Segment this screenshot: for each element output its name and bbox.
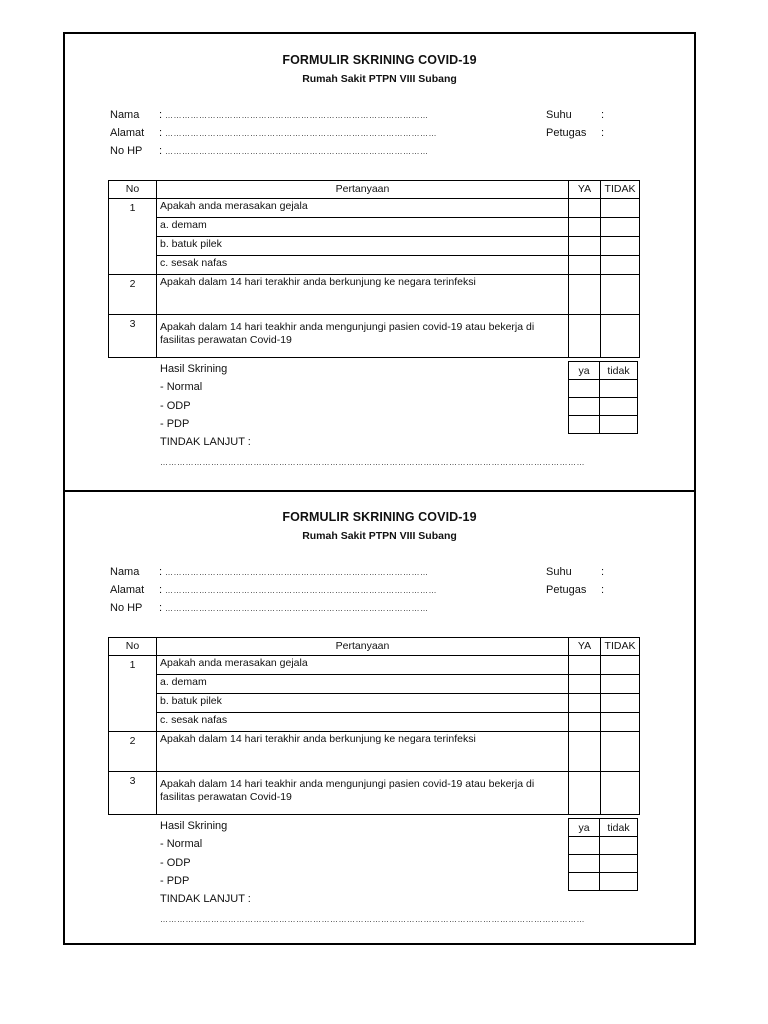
question-number: 2 bbox=[109, 275, 157, 315]
question-text: Apakah dalam 14 hari terakhir anda berkunjung ke negara terinfeksi bbox=[157, 275, 569, 315]
sub-question-text: a. demam bbox=[157, 218, 569, 237]
result-ya-cell[interactable] bbox=[569, 837, 600, 855]
table-row bbox=[109, 675, 640, 694]
question-text: Apakah dalam 14 hari teakhir anda mengunjungi pasien covid-19 atau bekerja di fasilitas perawatan Covid-19 bbox=[157, 772, 569, 815]
table-header-row bbox=[109, 638, 640, 656]
answer-ya-cell[interactable] bbox=[569, 713, 601, 732]
table-row bbox=[569, 837, 638, 855]
field-label: Suhu bbox=[546, 109, 572, 121]
field-colon: : bbox=[159, 566, 163, 578]
sub-question-text: b. batuk pilek bbox=[157, 694, 569, 713]
field-label: Petugas bbox=[546, 584, 587, 596]
result-tidak-cell[interactable] bbox=[600, 855, 638, 873]
field-dotted-line: …………………………………………………………………………………… bbox=[165, 586, 437, 595]
field-colon: : bbox=[159, 584, 163, 596]
answer-tidak-cell[interactable] bbox=[601, 275, 640, 315]
answer-ya-cell[interactable] bbox=[569, 275, 601, 315]
result-tidak-cell[interactable] bbox=[600, 873, 638, 891]
result-header-tidak: tidak bbox=[600, 362, 638, 380]
form-subtitle: Rumah Sakit PTPN VIII Subang bbox=[302, 530, 457, 542]
screening-form-2 bbox=[65, 491, 694, 948]
answer-ya-cell[interactable] bbox=[569, 772, 601, 815]
table-row bbox=[109, 256, 640, 275]
column-header-tidak: TIDAK bbox=[601, 181, 640, 199]
column-header-tidak: TIDAK bbox=[601, 638, 640, 656]
question-table bbox=[108, 637, 640, 815]
result-header-tidak: tidak bbox=[600, 819, 638, 837]
result-tidak-cell[interactable] bbox=[600, 837, 638, 855]
sub-question-text: c. sesak nafas bbox=[157, 256, 569, 275]
field-label: Suhu bbox=[546, 566, 572, 578]
table-row bbox=[109, 656, 640, 675]
tindak-lanjut-label: TINDAK LANJUT : bbox=[160, 893, 251, 905]
field-label: No HP bbox=[110, 145, 143, 157]
table-row bbox=[569, 398, 638, 416]
answer-ya-cell[interactable] bbox=[569, 694, 601, 713]
answer-tidak-cell[interactable] bbox=[601, 732, 640, 772]
hasil-skrining-heading: Hasil Skrining bbox=[160, 363, 228, 375]
question-number: 2 bbox=[109, 732, 157, 772]
tindak-lanjut-dotted-line[interactable]: …………………………………………………………………………………………………………………………………… bbox=[160, 915, 585, 924]
tindak-lanjut-label: TINDAK LANJUT : bbox=[160, 436, 251, 448]
form-title: FORMULIR SKRINING COVID-19 bbox=[282, 510, 477, 524]
answer-ya-cell[interactable] bbox=[569, 237, 601, 256]
sub-question-text: c. sesak nafas bbox=[157, 713, 569, 732]
table-row bbox=[109, 199, 640, 218]
table-row bbox=[109, 275, 640, 315]
question-number: 3 bbox=[109, 772, 157, 815]
field-label: Nama bbox=[110, 109, 140, 121]
answer-tidak-cell[interactable] bbox=[601, 237, 640, 256]
field-label: Nama bbox=[110, 566, 140, 578]
table-row bbox=[109, 694, 640, 713]
table-header-row bbox=[109, 181, 640, 199]
answer-ya-cell[interactable] bbox=[569, 315, 601, 358]
answer-ya-cell[interactable] bbox=[569, 218, 601, 237]
result-table bbox=[568, 818, 638, 891]
answer-ya-cell[interactable] bbox=[569, 656, 601, 675]
answer-tidak-cell[interactable] bbox=[601, 218, 640, 237]
field-dotted-line: ………………………………………………………………………………… bbox=[165, 604, 429, 613]
answer-tidak-cell[interactable] bbox=[601, 772, 640, 815]
sub-question-text: b. batuk pilek bbox=[157, 237, 569, 256]
field-dotted-line: ………………………………………………………………………………… bbox=[165, 147, 429, 156]
result-ya-cell[interactable] bbox=[569, 380, 600, 398]
question-number: 1 bbox=[109, 656, 157, 732]
tindak-lanjut-dotted-line[interactable]: …………………………………………………………………………………………………………………………………… bbox=[160, 458, 585, 467]
field-colon: : bbox=[159, 602, 163, 614]
question-text: Apakah anda merasakan gejala bbox=[157, 656, 569, 675]
answer-ya-cell[interactable] bbox=[569, 732, 601, 772]
field-dotted-line: ………………………………………………………………………………… bbox=[165, 111, 429, 120]
field-colon: : bbox=[159, 145, 163, 157]
hasil-option-pdp: - PDP bbox=[160, 418, 190, 430]
field-colon: : bbox=[601, 109, 605, 121]
table-row bbox=[569, 380, 638, 398]
result-ya-cell[interactable] bbox=[569, 416, 600, 434]
result-tidak-cell[interactable] bbox=[600, 398, 638, 416]
result-ya-cell[interactable] bbox=[569, 398, 600, 416]
answer-ya-cell[interactable] bbox=[569, 199, 601, 218]
field-dotted-line: …………………………………………………………………………………… bbox=[165, 129, 437, 138]
table-row bbox=[109, 713, 640, 732]
form-subtitle: Rumah Sakit PTPN VIII Subang bbox=[302, 73, 457, 85]
table-header-row bbox=[569, 362, 638, 380]
result-header-ya: ya bbox=[569, 362, 600, 380]
answer-tidak-cell[interactable] bbox=[601, 713, 640, 732]
table-row bbox=[109, 218, 640, 237]
result-ya-cell[interactable] bbox=[569, 873, 600, 891]
table-row bbox=[109, 315, 640, 358]
result-ya-cell[interactable] bbox=[569, 855, 600, 873]
field-label: No HP bbox=[110, 602, 143, 614]
hasil-option-normal: - Normal bbox=[160, 838, 203, 850]
field-label: Alamat bbox=[110, 584, 145, 596]
sub-question-text: a. demam bbox=[157, 675, 569, 694]
result-tidak-cell[interactable] bbox=[600, 416, 638, 434]
answer-tidak-cell[interactable] bbox=[601, 315, 640, 358]
table-row bbox=[109, 237, 640, 256]
question-text: Apakah anda merasakan gejala bbox=[157, 199, 569, 218]
screening-form-1 bbox=[65, 34, 694, 491]
question-number: 1 bbox=[109, 199, 157, 275]
hasil-option-pdp: - PDP bbox=[160, 875, 190, 887]
table-row bbox=[109, 732, 640, 772]
question-number: 3 bbox=[109, 315, 157, 358]
field-colon: : bbox=[601, 566, 605, 578]
form-title: FORMULIR SKRINING COVID-19 bbox=[282, 53, 477, 67]
table-row bbox=[569, 416, 638, 434]
column-header-pertanyaan: Pertanyaan bbox=[157, 181, 569, 199]
column-header-pertanyaan: Pertanyaan bbox=[157, 638, 569, 656]
column-header-ya: YA bbox=[569, 181, 601, 199]
table-row bbox=[569, 855, 638, 873]
answer-tidak-cell[interactable] bbox=[601, 656, 640, 675]
question-table bbox=[108, 180, 640, 358]
result-header-ya: ya bbox=[569, 819, 600, 837]
field-dotted-line: ………………………………………………………………………………… bbox=[165, 568, 429, 577]
answer-tidak-cell[interactable] bbox=[601, 199, 640, 218]
question-text: Apakah dalam 14 hari terakhir anda berkunjung ke negara terinfeksi bbox=[157, 732, 569, 772]
form-sheet bbox=[63, 32, 696, 945]
hasil-option-odp: - ODP bbox=[160, 857, 191, 869]
hasil-option-odp: - ODP bbox=[160, 400, 191, 412]
question-text: Apakah dalam 14 hari teakhir anda mengunjungi pasien covid-19 atau bekerja di fasilitas perawatan Covid-19 bbox=[157, 315, 569, 358]
answer-ya-cell[interactable] bbox=[569, 675, 601, 694]
result-table bbox=[568, 361, 638, 434]
hasil-option-normal: - Normal bbox=[160, 381, 203, 393]
field-colon: : bbox=[159, 127, 163, 139]
table-header-row bbox=[569, 819, 638, 837]
answer-tidak-cell[interactable] bbox=[601, 675, 640, 694]
column-header-no: No bbox=[109, 638, 157, 656]
field-label: Petugas bbox=[546, 127, 587, 139]
table-row bbox=[109, 772, 640, 815]
result-tidak-cell[interactable] bbox=[600, 380, 638, 398]
column-header-no: No bbox=[109, 181, 157, 199]
column-header-ya: YA bbox=[569, 638, 601, 656]
hasil-skrining-heading: Hasil Skrining bbox=[160, 820, 228, 832]
field-colon: : bbox=[601, 127, 605, 139]
answer-tidak-cell[interactable] bbox=[601, 256, 640, 275]
answer-tidak-cell[interactable] bbox=[601, 694, 640, 713]
field-label: Alamat bbox=[110, 127, 145, 139]
table-row bbox=[569, 873, 638, 891]
answer-ya-cell[interactable] bbox=[569, 256, 601, 275]
field-colon: : bbox=[601, 584, 605, 596]
field-colon: : bbox=[159, 109, 163, 121]
